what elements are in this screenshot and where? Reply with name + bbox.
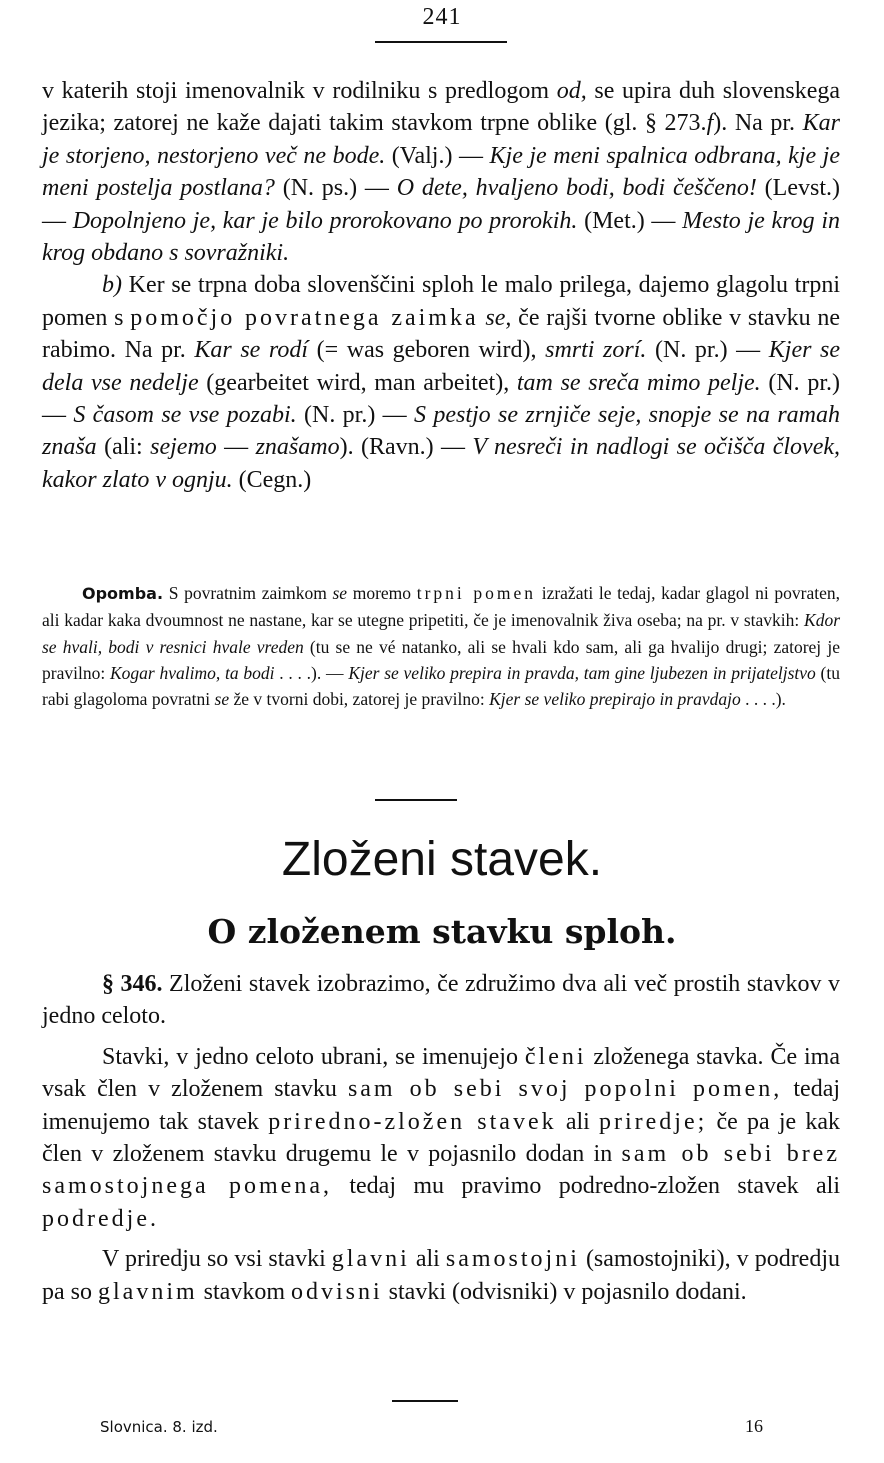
text-run: stavkom (197, 1278, 291, 1305)
italic-run: Kdor se hvali, bodi v resnici hvale vreden (42, 610, 840, 657)
paragraph-4 (42, 1041, 840, 1235)
text-run: (N. pr.) — (42, 369, 841, 429)
paragraph-5 (42, 1243, 840, 1308)
text-run: (N. pr.) — (296, 402, 415, 429)
spaced-run: odvisni (290, 1278, 383, 1305)
text-run: (samostojniki), v podredju pa so (42, 1246, 840, 1305)
section-rule (375, 799, 457, 801)
text-run: Zloženi stavek izobrazimo, če združimo dva ali več prostih stavkov v jedno celoto. (42, 971, 841, 1030)
italic-run: Kjer se veliko prepira in pravda, tam gine ljubezen in prijateljstvo (348, 662, 816, 683)
text-run: (N. ps.) — (274, 175, 397, 202)
spaced-run: trpni pomen (416, 583, 537, 603)
text-run: ). Na pr. (713, 110, 803, 137)
note-block (42, 580, 840, 712)
paragraph-3 (42, 968, 840, 1033)
text-run: (Cegn.) (232, 466, 312, 493)
spaced-run: glavnim (98, 1278, 198, 1305)
spaced-run: sam ob sebi svoj popolni pomen, (347, 1076, 783, 1103)
text-run: (ali: (96, 434, 151, 461)
italic-run: Kogar hvalimo, ta bodi (109, 662, 275, 683)
footer-rule (392, 1400, 458, 1402)
italic-run: f (706, 110, 714, 137)
italic-run: se (214, 689, 230, 710)
italic-run: tam se sreča mimo pelje. (516, 369, 761, 396)
text-run: ali (556, 1108, 599, 1135)
italic-run: se, (485, 304, 512, 331)
text-run: V priredju so vsi stavki (102, 1246, 332, 1273)
text-run: izražati le tedaj, kadar glagol ni povraten, ali kadar kaka dvoumnost ne nastane, kar se utegne pripetiti, če je imenovalnik živa oseba; na pr. v stavkih: (42, 583, 840, 631)
italic-run: O dete, hvaljeno bodi, bodi češčeno! (396, 175, 757, 202)
spaced-run: glavni (331, 1246, 410, 1273)
italic-run: b) (102, 272, 122, 299)
text-run: (Levst.) — (42, 175, 840, 234)
italic-run: S pestjo se zrnjiče seje, snopje se na ramah znaša (42, 402, 841, 461)
text-run: moremo (347, 583, 417, 603)
italic-run: smrti zorí. (545, 337, 647, 364)
italic-run: V nesreči in nadlogi se očišča človek, kakor zlato v ognju. (42, 434, 841, 493)
header-rule (375, 41, 507, 43)
text-run: stavki (odvisniki) v pojasnilo dodani. (382, 1278, 747, 1305)
section-title: O zloženem stavku sploh. (207, 912, 677, 951)
text-run: (tu se ne vé natanko, ali se hvali kdo sam, ali ga hvalijo drugi; zatorej je pravilno: (42, 636, 840, 683)
italic-run: Kar je storjeno, nestorjeno več ne bode. (42, 110, 840, 169)
section-text (42, 968, 840, 1308)
text-run: Stavki, v jedno celoto ubrani, se imenujejo (102, 1043, 525, 1070)
text-run: . . . .). — (274, 662, 349, 683)
text-run: tedaj mu pravimo podredno-zložen stavek ali (331, 1173, 840, 1200)
italic-run: S časom se vse pozabi. (73, 402, 297, 429)
italic-run: znašamo (255, 434, 340, 461)
text-run: Ker se trpna doba slovenščini sploh le malo prilega, dajemo glagolu trpni pomen s (42, 272, 840, 331)
italic-run: Kjer se dela vse nedelje (42, 337, 841, 396)
text-run: . . . .). (740, 689, 786, 710)
italic-run: Kar se rodí (194, 337, 309, 364)
text-run: zloženega stavka. Če ima vsak člen v zloženem stavku (42, 1043, 841, 1103)
bold-run: § 346. (102, 971, 163, 997)
chapter-title: Zloženi stavek. (281, 833, 603, 886)
text-run: S povratnim zaimkom (163, 583, 333, 603)
spaced-run: podredje. (42, 1205, 159, 1232)
text-run: če rajši tvorne oblike v stavku ne rabimo. Na pr. (42, 304, 840, 364)
spaced-run: priredje; (599, 1108, 708, 1135)
footer-book-title: Slovnica. 8. izd. (100, 1418, 218, 1436)
text-run: (tu rabi glagoloma povratni (42, 662, 840, 710)
italic-run: se (332, 583, 348, 603)
spaced-run: členi (524, 1043, 587, 1070)
footer-sheet-number: 16 (745, 1416, 763, 1436)
text-run: (Met.) — (577, 207, 683, 234)
italic-run: Mesto je krog in krog obdano s sovražniki. (42, 207, 840, 267)
text-run: (= was geboren wird), (308, 337, 546, 364)
text-run: že v tvorni dobi, zatorej je pravilno: (229, 689, 490, 710)
paragraph-1 (42, 75, 840, 269)
note-label: Opomba. (82, 584, 164, 603)
paragraph-2 (42, 269, 840, 496)
note-paragraph (42, 580, 840, 712)
italic-run: Dopolnjeno je, kar je bilo prorokovano po prorokih. (72, 207, 578, 234)
page-number: 241 (422, 4, 462, 30)
italic-run: sejemo (150, 434, 217, 461)
spaced-run: samostojni (445, 1246, 580, 1273)
spaced-run: priredno-zložen stavek (268, 1108, 557, 1135)
italic-run: od, (556, 78, 587, 104)
text-run: (Valj.) — (385, 142, 490, 169)
spaced-run: sam ob sebi brez samostojnega pomena, (42, 1141, 840, 1200)
text-run: ). (Ravn.) — (339, 434, 473, 461)
text-run: ali (409, 1246, 446, 1273)
text-run: (gearbeitet wird, man arbeitet), (198, 369, 517, 396)
text-run: če pa je kak člen v zloženem stavku drugemu le v pojasnilo dodan in (42, 1108, 840, 1168)
spaced-run: pomočjo povratnega zaimka (130, 304, 479, 331)
text-run: tedaj imenujemo tak stavek (42, 1076, 841, 1135)
main-text (42, 75, 840, 496)
text-run: v katerih stoji imenovalnik v rodilniku s predlogom (42, 78, 557, 104)
italic-run: Kje je meni spalnica odbrana, kje je meni postelja postlana? (42, 142, 840, 202)
italic-run: Kjer se veliko prepirajo in pravdajo (489, 689, 741, 710)
text-run: (N. pr.) — (646, 337, 769, 364)
text-run: se upira duh slovenskega jezika; zatorej ne kaže dajati takim stavkom trpne oblike (gl. § 273. (42, 78, 840, 137)
text-run: — (216, 434, 256, 461)
